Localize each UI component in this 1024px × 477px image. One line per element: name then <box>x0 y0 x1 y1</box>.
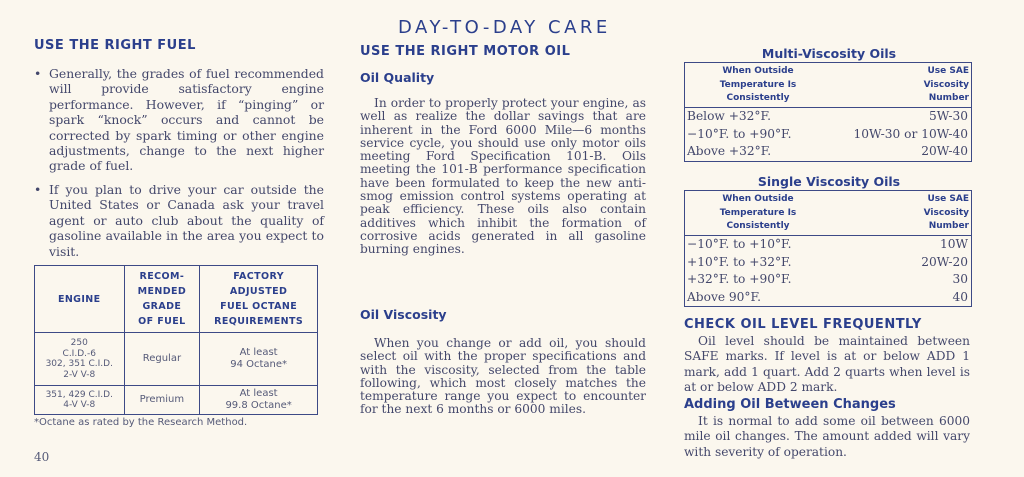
bullet-dot-icon: • <box>34 66 42 81</box>
bullet-dot-icon: • <box>34 182 42 197</box>
table-row: +32°F. to +90°F. 30 <box>687 272 968 286</box>
motor-oil-heading: USE THE RIGHT MOTOR OIL <box>360 44 571 59</box>
fuel-heading: USE THE RIGHT FUEL <box>34 38 196 53</box>
grade-cell: Premium <box>124 386 200 415</box>
header-octane: FACTORY ADJUSTED FUEL OCTANE REQUIREMENTS <box>200 266 318 333</box>
table-row: −10°F. to +10°F. 10W <box>687 237 968 251</box>
single-viscosity-table <box>684 190 972 307</box>
engine-cell: 250 C.I.D.-6 302, 351 C.I.D. 2-V V-8 <box>35 333 125 386</box>
multi-viscosity-table <box>684 62 972 162</box>
octane-cell: At least 94 Octane* <box>200 333 318 386</box>
fuel-table-header <box>35 266 318 333</box>
octane-cell: At least 99.8 Octane* <box>200 386 318 415</box>
header-grade: RECOM- MENDED GRADE OF FUEL <box>124 266 200 333</box>
page-number: 40 <box>34 450 50 464</box>
table-row: +10°F. to +32°F. 20W-20 <box>687 254 968 269</box>
fuel-bullet-2-text: If you plan to drive your car outside the United States or Canada ask your travel agent or auto club about the quality of gasoline available in the area you expect to visit. <box>49 182 324 259</box>
grade-cell: Regular <box>124 333 200 386</box>
octane-footnote: *Octane as rated by the Research Method. <box>34 417 248 428</box>
check-oil-heading: CHECK OIL LEVEL FREQUENTLY <box>684 317 922 332</box>
fuel-bullet-2 <box>34 182 324 259</box>
oil-viscosity-text: When you change or add oil, you should select oil with the proper specifications and with the viscosity, selected from the table following, which most closely matches the temperature range you expect to encounter for the next 6 months or 6000 miles. <box>360 336 646 417</box>
single-viscosity-title: Single Viscosity Oils <box>757 174 901 189</box>
oil-quality-text: In order to properly protect your engine, as well as realize the dollar savings that are inherent in the Ford 6000 Mile—6 months service cycle, you should use only motor oils meeting Ford Specification 101-B. Oils meeting the 101-B performance specification have been formulated to keep the new anti-smog emission control systems operating at peak efficiency. These oils also contain additives which inhibit the formation of corrosive acids generated in all gasoline burning engines. <box>360 96 646 257</box>
header-engine: ENGINE <box>35 266 125 333</box>
check-oil-text: Oil level should be maintained between SAFE marks. If level is at or below ADD 1 mark, add 1 quart. Add 2 quarts when level is at or below ADD 2 mark. <box>684 334 970 394</box>
adding-oil-heading: Adding Oil Between Changes <box>684 397 896 412</box>
fuel-bullet-1-text: Generally, the grades of fuel recommended will provide satisfactory engine performance. However, if “pinging” or spark “knock” occurs and cannot be corrected by spark timing or other engine adjustments, change to the next higher grade of fuel. <box>49 66 324 174</box>
table-row: Above 90°F. 40 <box>687 289 968 304</box>
oil-viscosity-heading: Oil Viscosity <box>360 307 447 322</box>
table-row <box>35 386 318 415</box>
table-row: Above +32°F. 20W-40 <box>687 144 968 158</box>
fuel-bullet-1 <box>34 66 324 174</box>
page-title: DAY-TO-DAY CARE <box>398 17 611 38</box>
table-row: −10°F. to +90°F. 10W-30 or 10W-40 <box>687 126 968 141</box>
engine-cell: 351, 429 C.I.D. 4-V V-8 <box>35 386 125 415</box>
fuel-table <box>34 265 318 415</box>
multi-viscosity-title: Multi-Viscosity Oils <box>761 46 897 61</box>
oil-quality-heading: Oil Quality <box>360 70 435 85</box>
table-header: When Outside Temperature Is Consistently Use SAE Viscosity Number <box>685 63 971 108</box>
adding-oil-text: It is normal to add some oil between 6000 mile oil changes. The amount added will vary with severity of operation. <box>684 414 970 459</box>
table-row <box>35 333 318 386</box>
table-header: When Outside Temperature Is Consistently Use SAE Viscosity Number <box>685 191 971 236</box>
table-row: Below +32°F. 5W-30 <box>687 109 968 123</box>
